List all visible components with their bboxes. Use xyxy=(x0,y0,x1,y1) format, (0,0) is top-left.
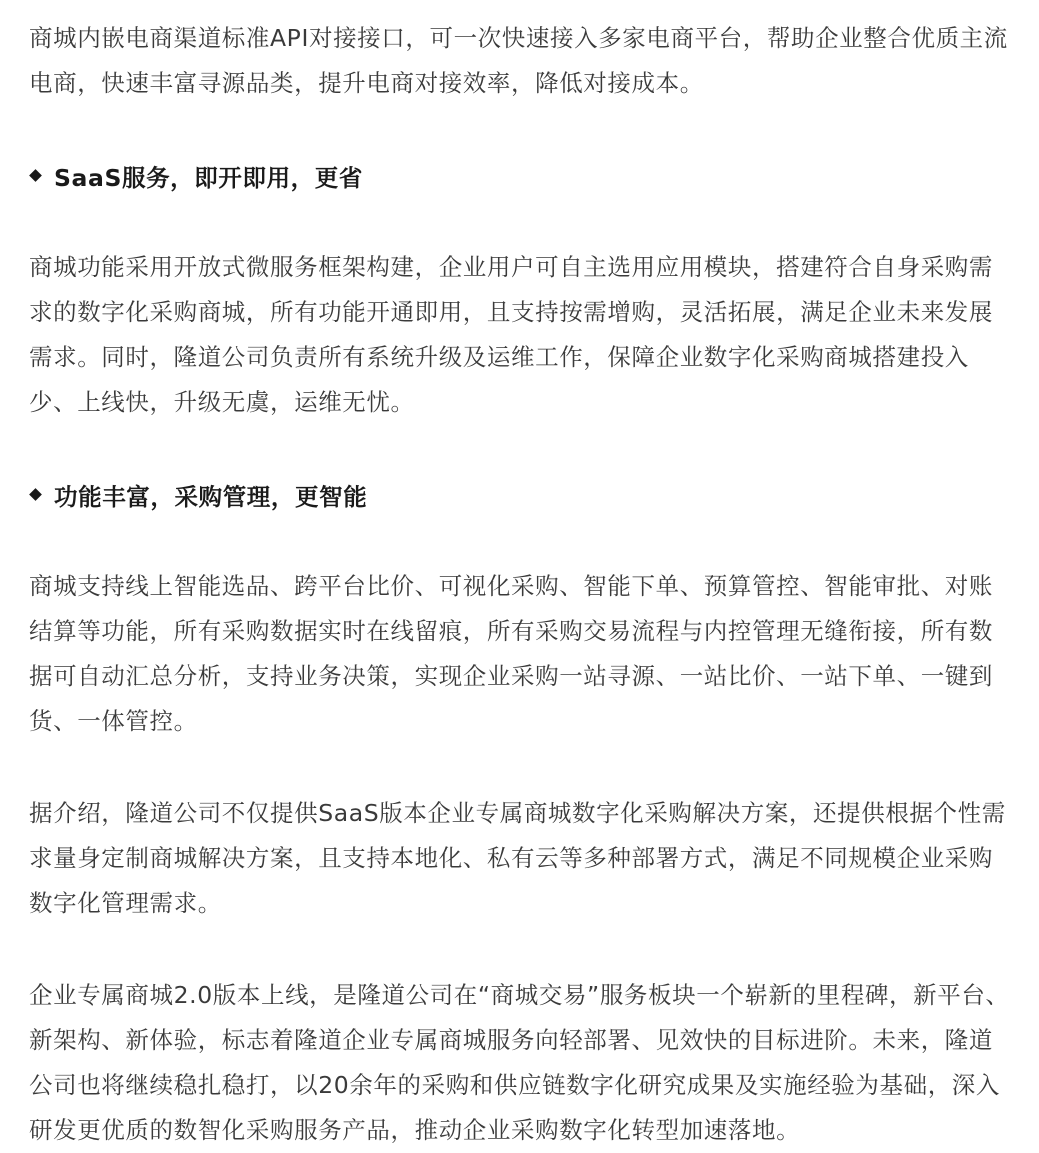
section-heading-features xyxy=(29,472,1013,517)
saas-paragraph: 商城功能采用开放式微服务框架构建，企业用户可自主选用应用模块，搭建符合自身采购需求的数字化采购商城，所有功能开通即用，且支持按需增购，灵活拓展，满足企业未来发展需求。同时，隆道公司负责所有系统升级及运维工作，保障企业数字化采购商城搭建投入少、上线快，升级无虞，运维无忧。 xyxy=(29,253,993,416)
diamond-bullet-icon xyxy=(29,169,42,182)
paragraph-spacer xyxy=(29,517,1013,564)
conclusion-paragraph: 企业专属商城2.0版本上线，是隆道公司在“商城交易”服务板块一个崭新的里程碑，新平台、新架构、新体验，标志着隆道企业专属商城服务向轻部署、见效快的目标进阶。未来，隆道公司也将继续稳扎稳打，以20余年的采购和供应链数字化研究成果及实施经验为基础，深入研发更优质的数智化采购服务产品，推动企业采购数字化转型加速落地。 xyxy=(29,981,1010,1144)
paragraph-spacer xyxy=(29,106,1013,153)
section-heading-features-text: 功能丰富，采购管理，更智能 xyxy=(54,482,368,511)
features-paragraph: 商城支持线上智能选品、跨平台比价、可视化采购、智能下单、预算管控、智能审批、对账结算等功能，所有采购数据实时在线留痕，所有采购交易流程与内控管理无缝衔接，所有数据可自动汇总分析，支持业务决策，实现企业采购一站寻源、一站比价、一站下单、一键到货、一体管控。 xyxy=(29,572,993,735)
paragraph-spacer xyxy=(29,198,1013,245)
paragraph-spacer xyxy=(29,744,1013,791)
service-intro-paragraph: 据介绍，隆道公司不仅提供SaaS版本企业专属商城数字化采购解决方案，还提供根据个性需求量身定制商城解决方案，且支持本地化、私有云等多种部署方式，满足不同规模企业采购数字化管理需求。 xyxy=(29,799,1006,917)
section-heading-saas xyxy=(29,153,1013,198)
paragraph-spacer xyxy=(29,926,1013,973)
intro-paragraph: 商城内嵌电商渠道标准API对接接口，可一次快速接入多家电商平台，帮助企业整合优质主流电商，快速丰富寻源品类，提升电商对接效率，降低对接成本。 xyxy=(29,24,1008,97)
section-heading-saas-text: SaaS服务，即开即用，更省 xyxy=(54,163,363,192)
diamond-bullet-icon xyxy=(29,488,42,501)
paragraph-spacer xyxy=(29,425,1013,472)
